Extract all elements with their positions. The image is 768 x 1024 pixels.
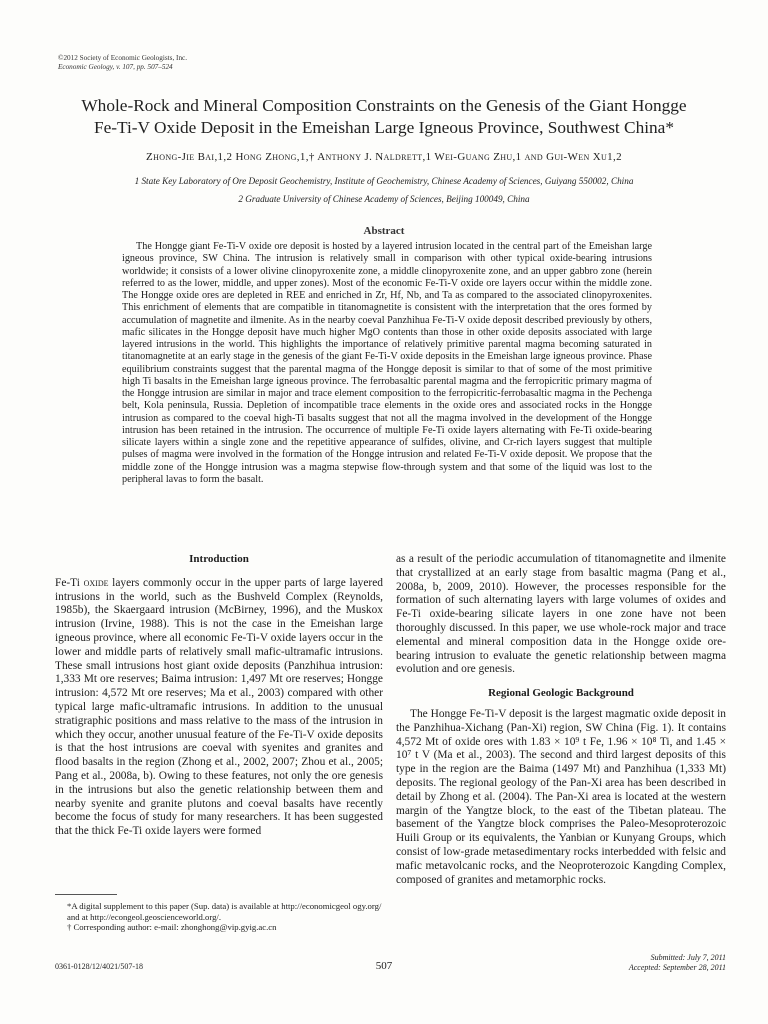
submitted-date: Submitted: July 7, 2011 <box>650 953 726 962</box>
journal-citation: Economic Geology, v. 107, pp. 507–524 <box>58 63 173 71</box>
intro-left-text: layers commonly occur in the upper parts of large layered intrusions in the world, such as the Bushveld Complex (Reynolds, 1985b), the Skaergaard intrusion (McBirney, 1996), and the Muskox intrusion (Irvine, 1988). This is not the case in the Emeishan large igneous province, where all economic Fe-Ti-V oxide layers occur in the lower and middle parts of relatively small mafic-ultramafic intrusions. These small intrusions host giant oxide deposits (Panzhihua intrusion: 1,333 Mt ore reserves; Baima intrusion: 1,497 Mt ore reserves; Hongge intrusion: 4,572 Mt ore reserves; Ma et al., 2003) compared with other typical large mafic-ultramafic intrusions. In addition to the unusual stratigraphic positions and mass relative to the mass of the intrusion in which they occur, another unusual feature of the Fe-Ti-V oxide deposits is that the host intrusions are coeval with syenites and granites and flood basalts in the region (Zhong et al., 2002, 2007; Zhou et al., 2005; Pang et al., 2008a, b). Owing to these features, not only the ore genesis in the intrusions but also the genetic relationship between them and nearby syenite and granite plutons and coeval basalts have recently become the focus of study for many researchers. It has been suggested that the thick Fe-Ti oxide layers were formed <box>55 576 383 838</box>
copyright-notice <box>58 54 187 72</box>
abstract-text: The Hongge giant Fe-Ti-V oxide ore deposit is hosted by a layered intrusion located in the central part of the Emeishan large igneous province, SW China. The intrusion is relatively small in comparison with other typical oxide-bearing intrusions worldwide; it consists of a lower olivine clinopyroxenite zone, a middle clinopyroxenite zone, and an upper gabbro zone (herein referred to as the lower, middle, and upper zones). Most of the economic Fe-Ti-V oxide ore layers occur within the middle zone. The Hongge oxide ores are depleted in REE and enriched in Zr, Hf, Nb, and Ta as compared to the associated clinopyroxenites. This enrichment of elements that are compatible in titanomagnetite is consistent with the interpretation that the ores formed by accumulation of magnetite and ilmenite. As in the nearby coeval Panzhihua Fe-Ti-V oxide deposit described previously by others, mafic silicates in the Hongge deposit have much higher MgO contents than those in other oxide deposits associated with large layered intrusions in the world. This highlights the importance of relatively primitive parental magma becoming saturated in titanomagnetite at an early stage in the genesis of the giant Fe-Ti-V oxide deposits in the Emeishan large igneous province. Phase equilibrium constraints suggest that the parental magma of the Hongge deposit is similar to that of some of the most primitive high Ti basalts in the Emeishan large igneous province. The ferrobasaltic parental magma and the ferropicritic primary magma of the Hongge intrusion are similar in major and trace element composition to the ferropicritic-ferrobasaltic magma in the Pechenga belt, Kola peninsula, Russia. Depletion of incompatible trace elements in the oxide ores and associated rocks in the Hongge intrusion as compared to the coeval high-Ti basalts suggest that not all the magma involved in the development of the Hongge intrusion has been retained in the intrusion. The occurrence of multiple Fe-Ti oxide layers alternating with Fe-Ti oxide-bearing silicate layers within a single zone and the repetitive appearance of sulfides, olivine, and Cr-rich layers suggest that multiple pulses of magma were involved in the formation of the Hongge intrusion and related Fe-Ti-V oxide deposit. We propose that the middle zone of the Hongge intrusion was a magma stepwise flow-through system and that some of the liquid was lost to the peripheral lavas to form the basalt. <box>122 241 652 485</box>
title-line-1: Whole-Rock and Mineral Composition Constraints on the Genesis of the Giant Hongge <box>81 96 687 115</box>
paper-title <box>40 95 728 139</box>
footnote-corresponding-author: † Corresponding author: e-mail: zhonghong@vip.gyig.ac.cn <box>67 922 277 933</box>
right-column <box>396 553 726 887</box>
affiliation-2: 2 Graduate University of Chinese Academy of Sciences, Beijing 100049, China <box>238 194 530 204</box>
page-number: 507 <box>375 960 393 972</box>
copyright-line: ©2012 Society of Economic Geologists, Inc. <box>58 54 188 62</box>
intro-lead-word: Fe-Ti <box>55 576 80 589</box>
footnote-supplement: *A digital supplement to this paper (Sup. data) is available at http://economicgeol ogy.org/ and at http://econgeol.geoscienceworld.org/. <box>67 901 382 922</box>
affiliation-1: 1 State Key Laboratory of Ore Deposit Geochemistry, Institute of Geochemistry, Chinese Academy of Sciences, Guiyang 550002, China <box>134 176 634 186</box>
submission-dates <box>629 953 726 972</box>
introduction-continued: as a result of the periodic accumulation of titanomagnetite and ilmenite that crystallized at an early stage from basaltic magma (Pang et al., 2008a, b, 2009, 2010). However, the processes responsible for the formation of such alternating layers with large volumes of oxides and Fe-Ti oxide-bearing silicate layers in one zone have not been thoroughly discussed. In this paper, we use whole-rock major and trace elemental and mineral composition data in the Hongge oxide ore-bearing intrusion to evaluate the genetic relationship between magma evolution and ore genesis. <box>396 553 726 676</box>
title-line-2: Fe-Ti-V Oxide Deposit in the Emeishan Large Igneous Province, Southwest China* <box>94 118 674 137</box>
accepted-date: Accepted: September 28, 2011 <box>628 962 726 972</box>
introduction-paragraph <box>55 577 383 839</box>
regional-geology-paragraph: The Hongge Fe-Ti-V deposit is the largest magmatic oxide deposit in the Panzhihua-Xichang (Pan-Xi) region, SW China (Fig. 1). It contains 4,572 Mt of oxide ores with 1.83 × 10⁹ t Fe, 1.96 × 10⁸ Ti, and 1.45 × 10⁷ t V (Ma et al., 2003). The second and third largest deposits of this type in the region are the Baima (1497 Mt) and Panzhihua (1,333 Mt) deposits. The regional geology of the Pan-Xi area has been described in detail by Zhong et al. (2004). The Pan-Xi area is located at the western margin of the Yangtze block, to the east of the Tibetan plateau. The basement of the Yangtze block comprises the Paleo-Mesoproterozoic Huili Group or its equivalents, the Yanbian or Kunyang Groups, which consist of low-grade metasedimentary rocks interbedded with felsic and mafic metavolcanic rocks, and the Neoproterozoic Kangding Complex, composed of granites and metamorphic rocks. <box>396 707 726 886</box>
abstract-heading: Abstract <box>363 225 405 237</box>
introduction-heading: Introduction <box>189 553 249 565</box>
intro-lead-smallcaps: oxide <box>83 576 109 589</box>
issn-code: 0361-0128/12/4021/507-18 <box>55 962 143 971</box>
footnote-divider <box>55 894 117 895</box>
author-list: Zhong-Jie Bai,1,2 Hong Zhong,1,† Anthony J. Naldrett,1 Wei-Guang Zhu,1 and Gui-Wen Xu1,2 <box>146 151 622 163</box>
abstract-body <box>122 241 652 486</box>
regional-geology-heading: Regional Geologic Background <box>488 687 634 700</box>
left-column <box>55 553 383 839</box>
footnotes <box>55 901 383 933</box>
